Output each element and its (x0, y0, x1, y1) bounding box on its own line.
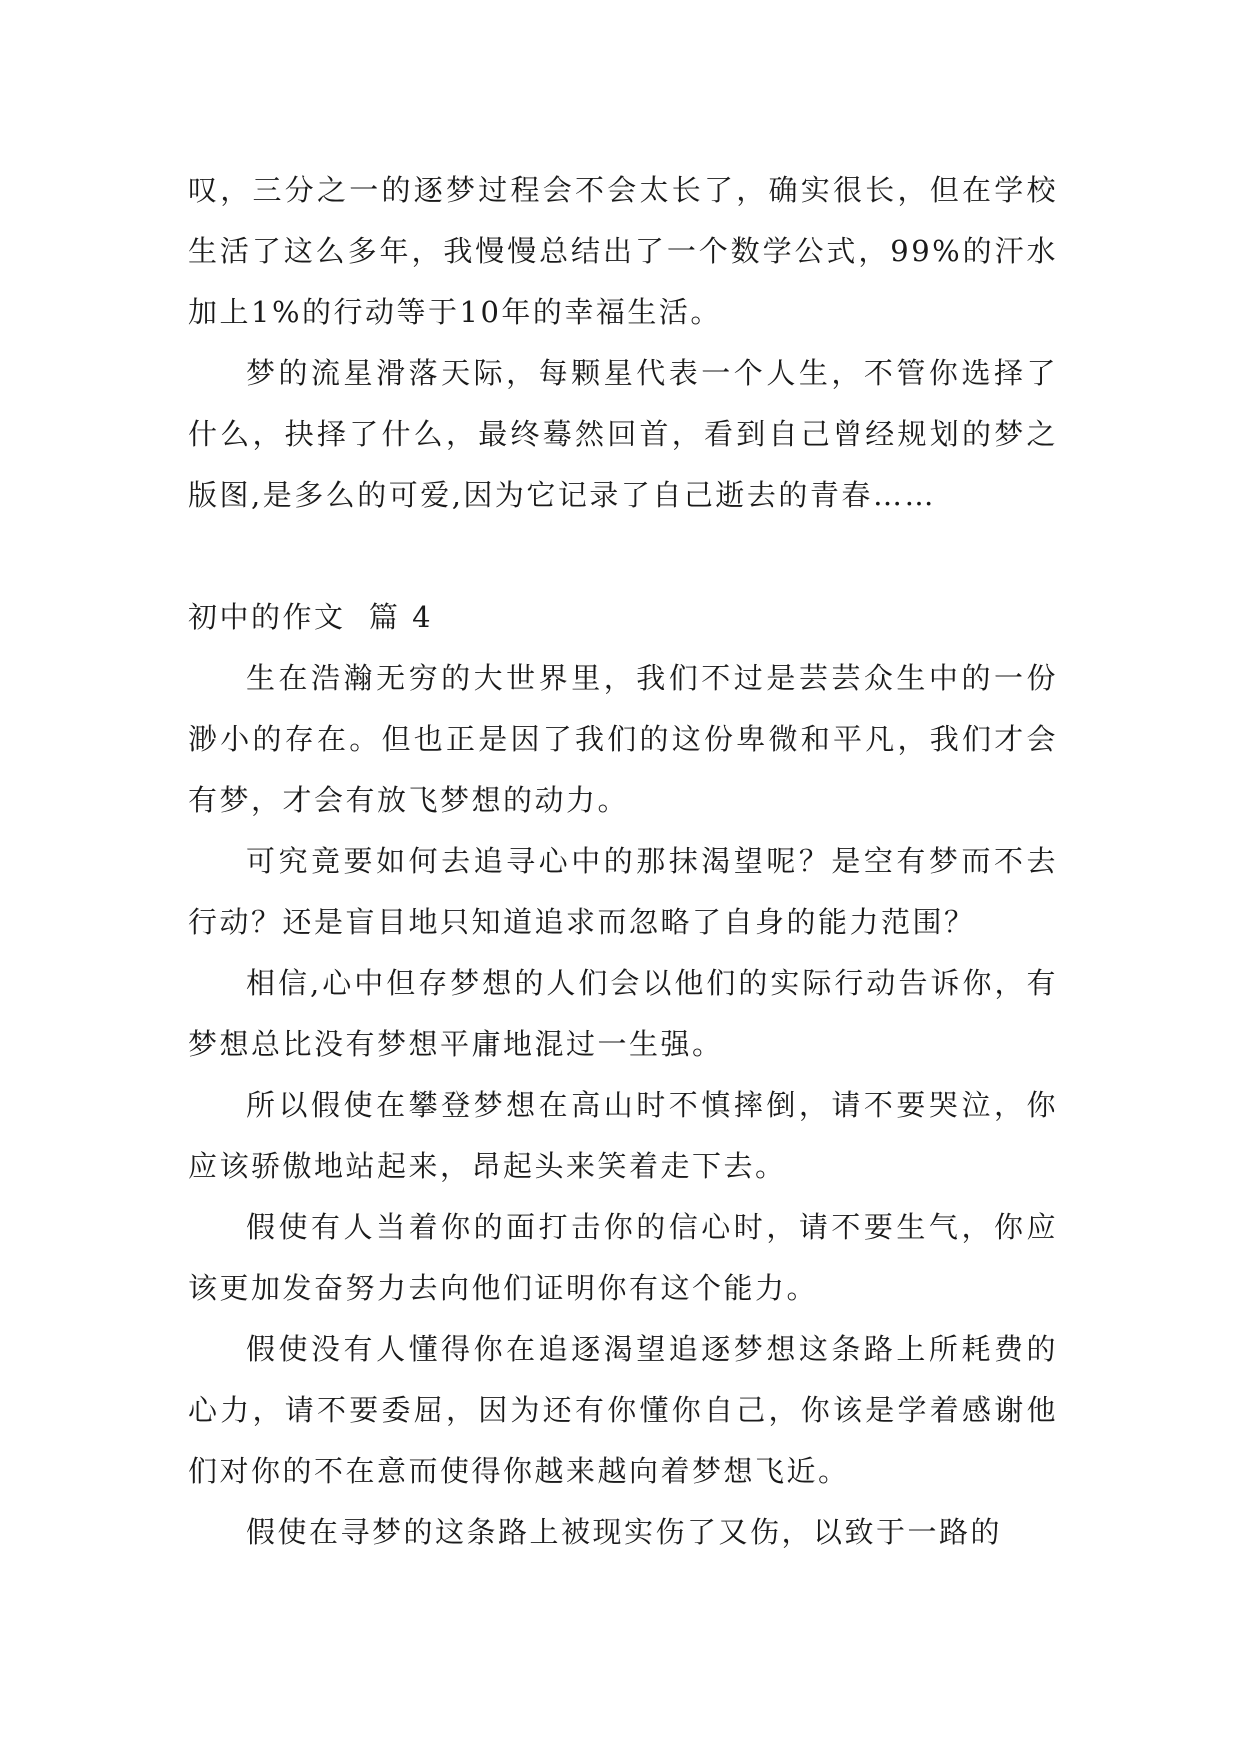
paragraph: 假使没有人懂得你在追逐渴望追逐梦想这条路上所耗费的心力，请不要委屈，因为还有你懂你自己，你该是学着感谢他们对你的不在意而使得你越来越向着梦想飞近。 (188, 1332, 1058, 1488)
paragraph: 假使有人当着你的面打击你的信心时，请不要生气，你应该更加发奋努力去向他们证明你有这个能力。 (188, 1210, 1058, 1305)
paragraph: 相信,心中但存梦想的人们会以他们的实际行动告诉你，有梦想总比没有梦想平庸地混过一生强。 (188, 966, 1058, 1061)
section-title: 初中的作文 篇 4 (188, 600, 434, 634)
paragraph-continued: 叹，三分之一的逐梦过程会不会太长了，确实很长，但在学校生活了这么多年，我慢慢总结出了一个数学公式，99%的汗水加上1%的行动等于10年的幸福生活。 (188, 173, 1058, 329)
paragraph: 所以假使在攀登梦想在高山时不慎摔倒，请不要哭泣，你应该骄傲地站起来，昂起头来笑着走下去。 (188, 1088, 1058, 1183)
paragraph: 可究竟要如何去追寻心中的那抹渴望呢？是空有梦而不去行动？还是盲目地只知道追求而忽略了自身的能力范围？ (188, 844, 1058, 939)
document-body (188, 160, 1058, 1563)
paragraph: 假使在寻梦的这条路上被现实伤了又伤，以致于一路的 (246, 1515, 1003, 1549)
paragraph: 生在浩瀚无穷的大世界里，我们不过是芸芸众生中的一份渺小的存在。但也正是因了我们的这份卑微和平凡，我们才会有梦，才会有放飞梦想的动力。 (188, 661, 1058, 817)
paragraph: 梦的流星滑落天际，每颗星代表一个人生，不管你选择了什么，抉择了什么，最终蓦然回首，看到自己曾经规划的梦之版图,是多么的可爱,因为它记录了自己逝去的青春…… (188, 356, 1058, 512)
